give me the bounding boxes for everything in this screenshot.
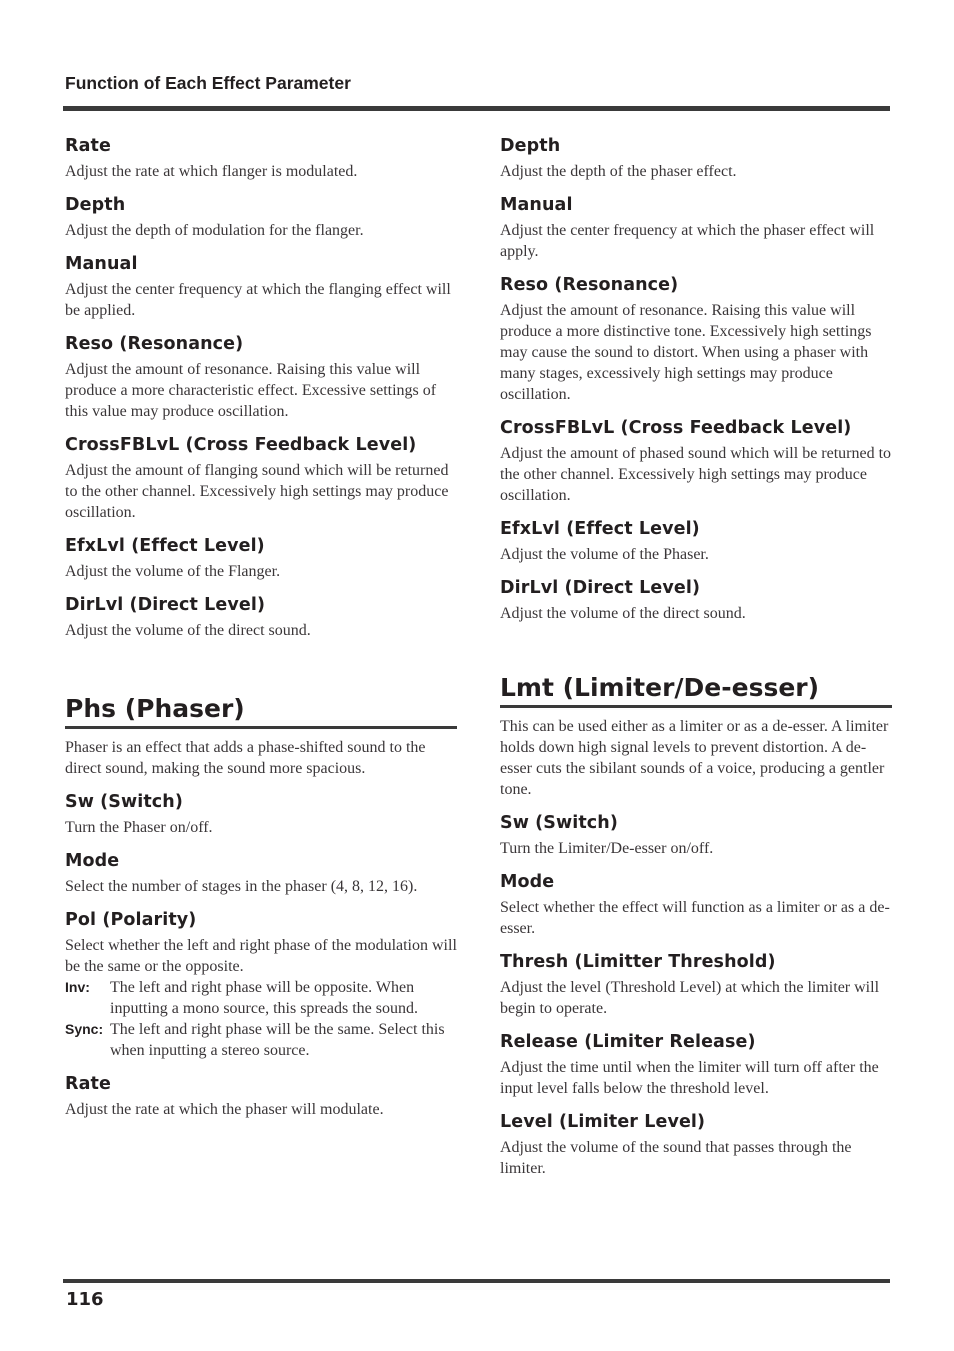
option-key: Inv:	[65, 979, 90, 995]
param-direct-level	[500, 577, 892, 624]
param-rate	[65, 1073, 457, 1120]
param-title: Manual	[65, 254, 138, 274]
param-description: Adjust the amount of flanging sound which will be returned to the other channel. Excessively high settings may produce oscillation.	[65, 462, 449, 521]
param-resonance	[500, 274, 892, 405]
param-title: CrossFBLvL (Cross Feedback Level)	[500, 418, 852, 438]
section-spacer	[500, 636, 892, 673]
header-rule	[63, 106, 890, 111]
param-cross-feedback-level	[65, 434, 457, 523]
section-intro: This can be used either as a limiter or as a de-esser. A limiter holds down high signal levels to prevent distortion. A de-esser cuts the sibilant sounds of a voice, producing a gentler tone.	[500, 718, 889, 798]
param-cross-feedback-level	[500, 417, 892, 506]
section-spacer	[65, 653, 457, 694]
param-direct-level	[65, 594, 457, 641]
option-row	[65, 1019, 457, 1061]
param-rate	[65, 135, 457, 182]
param-description: Turn the Phaser on/off.	[65, 819, 213, 836]
param-title: Sw (Switch)	[500, 813, 618, 833]
param-description: Turn the Limiter/De-esser on/off.	[500, 840, 714, 857]
param-title: CrossFBLvL (Cross Feedback Level)	[65, 435, 417, 455]
param-title: DirLvl (Direct Level)	[65, 595, 266, 615]
param-description: Adjust the volume of the Flanger.	[65, 563, 281, 580]
option-key: Sync:	[65, 1021, 104, 1037]
running-header: Function of Each Effect Parameter	[65, 73, 351, 93]
param-level	[500, 1111, 892, 1179]
limiter-section	[500, 673, 892, 1179]
param-title: Thresh (Limitter Threshold)	[500, 952, 776, 972]
param-description: Adjust the amount of resonance. Raising this value will produce a more characteristic effect. Excessive settings of this value may produce oscillation.	[65, 361, 437, 420]
param-title: EfxLvl (Effect Level)	[500, 519, 700, 539]
param-description: Adjust the rate at which the phaser will modulate.	[65, 1101, 384, 1118]
param-title: Release (Limiter Release)	[500, 1032, 756, 1052]
param-switch	[65, 791, 457, 838]
option-row	[65, 977, 457, 1019]
param-manual	[65, 253, 457, 321]
param-description: Adjust the depth of the phaser effect.	[500, 163, 737, 180]
param-title: Level (Limiter Level)	[500, 1112, 706, 1132]
param-description: Adjust the center frequency at which the phaser effect will apply.	[500, 222, 875, 260]
param-description: Adjust the volume of the direct sound.	[65, 622, 311, 639]
param-title: EfxLvl (Effect Level)	[65, 536, 265, 556]
param-title: Rate	[65, 136, 111, 156]
phaser-section	[65, 694, 457, 1120]
param-depth	[65, 194, 457, 241]
param-title: Rate	[65, 1074, 111, 1094]
param-polarity	[65, 909, 457, 1061]
param-title: Depth	[500, 136, 561, 156]
param-description: Select whether the effect will function as a limiter or as a de-esser.	[500, 899, 890, 937]
section-title: Phs (Phaser)	[65, 694, 457, 729]
left-column	[65, 135, 457, 1132]
option-text: The left and right phase will be the same. Select this when inputting a stereo source.	[110, 1021, 445, 1059]
param-title: Reso (Resonance)	[65, 334, 244, 354]
param-description: Adjust the depth of modulation for the flanger.	[65, 222, 364, 239]
param-description: Adjust the volume of the direct sound.	[500, 605, 746, 622]
param-threshold	[500, 951, 892, 1019]
param-description: Adjust the volume of the sound that passes through the limiter.	[500, 1139, 852, 1177]
param-mode	[500, 871, 892, 939]
param-description: Adjust the time until when the limiter will turn off after the input level falls below the threshold level.	[500, 1059, 879, 1097]
param-description: Adjust the amount of resonance. Raising this value will produce a more distinctive tone. Excessively high settings may cause the sound to distort. When using a phaser with many stages, excessively high settings may produce oscillation.	[500, 302, 872, 403]
param-description: Adjust the level (Threshold Level) at which the limiter will begin to operate.	[500, 979, 880, 1017]
param-depth	[500, 135, 892, 182]
param-manual	[500, 194, 892, 262]
param-switch	[500, 812, 892, 859]
section-title: Lmt (Limiter/De-esser)	[500, 673, 892, 708]
param-title: Pol (Polarity)	[65, 910, 197, 930]
param-effect-level	[65, 535, 457, 582]
param-title: DirLvl (Direct Level)	[500, 578, 701, 598]
param-title: Mode	[500, 872, 555, 892]
param-description: Select whether the left and right phase of the modulation will be the same or the opposite.	[65, 937, 457, 975]
param-title: Mode	[65, 851, 120, 871]
param-effect-level	[500, 518, 892, 565]
param-resonance	[65, 333, 457, 422]
param-release	[500, 1031, 892, 1099]
option-text: The left and right phase will be opposite. When inputting a mono source, this spreads the sound.	[110, 979, 418, 1017]
param-description: Adjust the rate at which flanger is modulated.	[65, 163, 358, 180]
param-title: Depth	[65, 195, 126, 215]
param-description: Select the number of stages in the phaser (4, 8, 12, 16).	[65, 878, 418, 895]
param-description: Adjust the center frequency at which the flanging effect will be applied.	[65, 281, 451, 319]
page-number: 116	[66, 1289, 104, 1310]
param-description: Adjust the volume of the Phaser.	[500, 546, 709, 563]
param-title: Manual	[500, 195, 573, 215]
param-description: Adjust the amount of phased sound which will be returned to the other channel. Excessively high settings may produce oscillation.	[500, 445, 892, 504]
param-mode	[65, 850, 457, 897]
section-intro: Phaser is an effect that adds a phase-shifted sound to the direct sound, making the sound more spacious.	[65, 739, 426, 777]
right-column	[500, 135, 892, 1191]
footer-rule	[63, 1279, 890, 1283]
param-title: Reso (Resonance)	[500, 275, 679, 295]
param-title: Sw (Switch)	[65, 792, 183, 812]
